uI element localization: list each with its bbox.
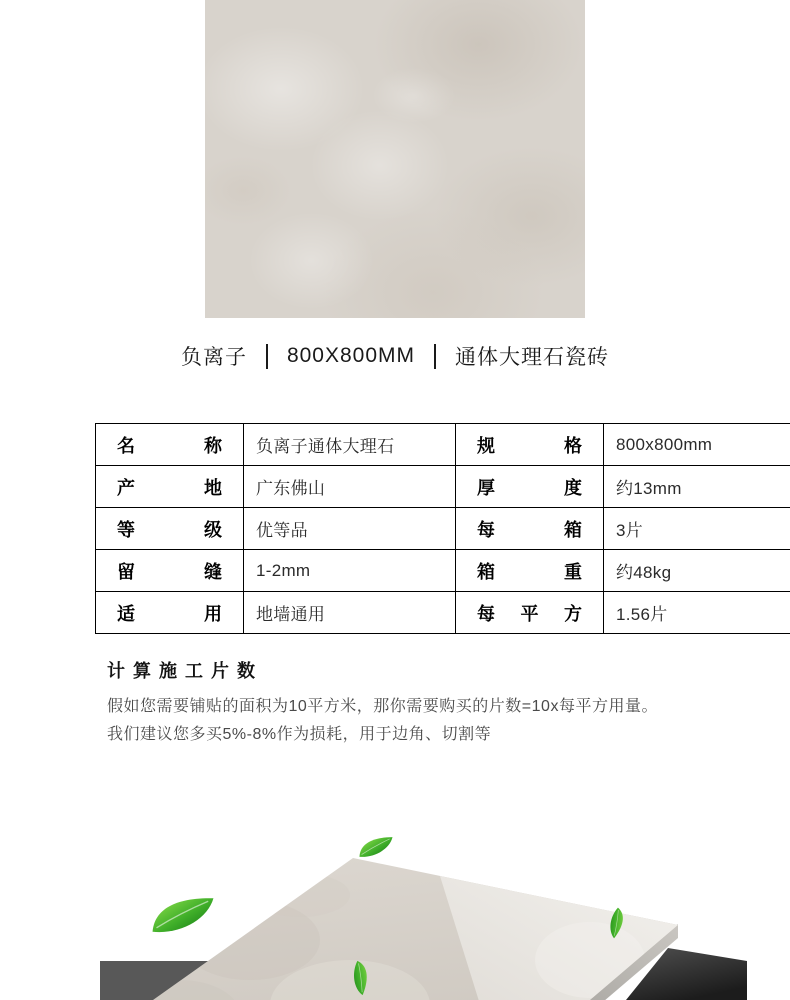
title-segment-type: 通体大理石瓷砖 [455,346,610,369]
spec-label: 产地 [96,466,244,508]
spec-row [96,424,790,466]
spec-label: 名称 [96,424,244,466]
calc-line-2: 我们建议您多买5%-8%作为损耗，用于边角、切割等 [107,726,492,743]
spec-value: 地墙通用 [244,592,456,634]
spec-label: 每箱 [456,508,604,550]
spec-value: 约13mm [604,466,790,508]
calc-line-1: 假如您需要铺贴的面积为10平方米，那你需要购买的片数=10x每平方用量。 [107,698,658,715]
spec-value: 负离子通体大理石 [244,424,456,466]
title-divider [266,344,268,369]
spec-value: 约48kg [604,550,790,592]
calc-heading: 计算施工片数 [107,661,263,681]
title-divider [434,344,436,369]
title-segment-brand: 负离子 [180,346,247,369]
tile-scene [0,820,790,1000]
spec-value: 广东佛山 [244,466,456,508]
spec-label: 每平方 [456,592,604,634]
product-photo [205,0,585,318]
spec-row [96,508,790,550]
leaf-graphic [357,836,395,858]
spec-label: 适用 [96,592,244,634]
calc-body [107,693,707,749]
spec-value: 优等品 [244,508,456,550]
spec-value: 1-2mm [244,550,456,592]
spec-label: 留缝 [96,550,244,592]
spec-row [96,592,790,634]
leaf-graphic [149,896,217,933]
spec-table [95,423,790,634]
spec-label: 规格 [456,424,604,466]
spec-row [96,550,790,592]
spec-label: 厚度 [456,466,604,508]
spec-row [96,466,790,508]
title-segment-size: 800X800MM [286,344,416,367]
spec-value: 3片 [604,508,790,550]
spec-value: 800x800mm [604,424,790,466]
calc-section [107,657,707,749]
spec-value: 1.56片 [604,592,790,634]
product-title [0,340,790,372]
spec-label: 等级 [96,508,244,550]
spec-label: 箱重 [456,550,604,592]
